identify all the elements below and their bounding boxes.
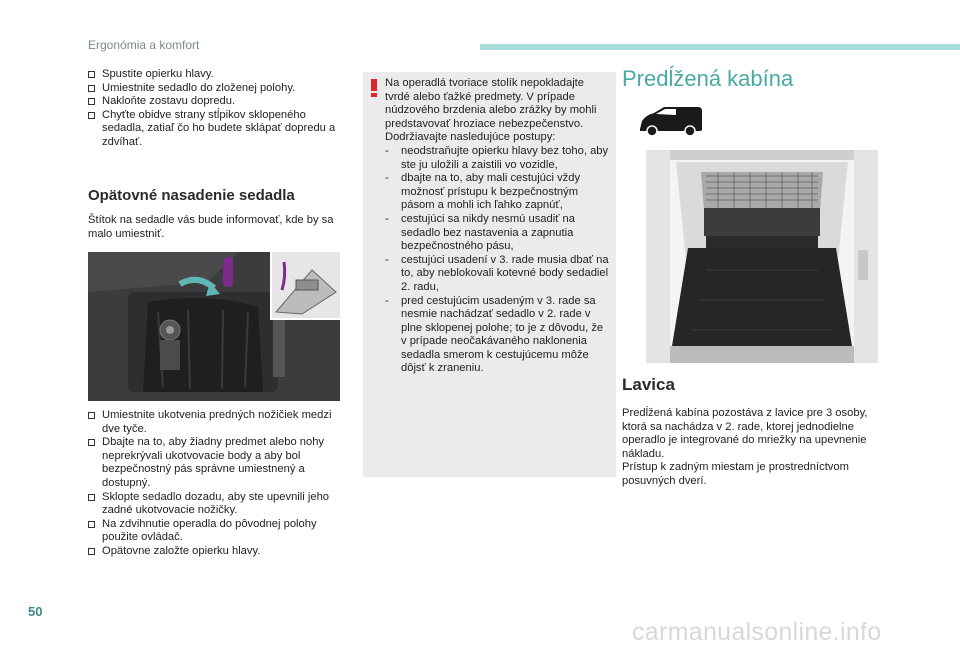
running-header: Ergonómia a komfort <box>88 38 200 52</box>
header-accent-bar <box>480 44 960 50</box>
warning-item: - neodstraňujte opierku hlavy bez toho, aby ste ju uložili a zaistili vo vozidle, <box>385 144 609 171</box>
cargo-area-photo <box>646 150 878 363</box>
warning-item: - cestujúci sa nikdy nesmú usadiť na sedadlo bez nastavenia a zapnutia bezpečnostného pásu, <box>385 212 575 253</box>
checkbox-bullet-icon <box>88 494 95 501</box>
section-title: Opätovné nasadenie sedadla <box>88 187 295 204</box>
subsection-title: Lavica <box>622 375 675 394</box>
page-number: 50 <box>28 604 43 619</box>
checkbox-bullet-icon <box>88 71 95 78</box>
step-item: Nakloňte zostavu dopredu. <box>88 95 338 109</box>
seat-anchor-photo <box>88 252 340 401</box>
warning-item: - dbajte na to, aby mali cestujúci vždy možnosť prístupu k bezpečnostným pásom a mohli ich ľahko zapnúť, <box>385 172 581 212</box>
checkbox-bullet-icon <box>88 521 95 528</box>
checkbox-bullet-icon <box>88 85 95 92</box>
step-item: Umiestnite ukotvenia predných nožičiek medzi dve tyče. <box>88 409 340 436</box>
checkbox-bullet-icon <box>88 412 95 419</box>
dash-bullet: - <box>385 212 389 225</box>
warning-item: - cestujúci usadení v 3. rade musia dbať na to, aby neblokovali kotevné body sedadiel 2. radu, <box>385 253 609 293</box>
checkbox-bullet-icon <box>88 439 95 446</box>
anchor-detail-illustration <box>272 252 340 318</box>
warning-intro: Na operadlá tvoriace stolík nepokladajte tvrdé alebo ťažké predmety. V prípade núdzového brzdenia alebo zrážky by mohli predstavovať hroziace nebezpečenstvo. <box>385 77 597 130</box>
warning-procedure-label: Dodržiavajte nasledujúce postupy: <box>385 131 556 144</box>
step-item: Opätovne založte opierku hlavy. <box>88 545 340 559</box>
cargo-area-illustration <box>646 150 878 363</box>
van-silhouette-icon <box>638 105 704 137</box>
body-paragraph: Predĺžená kabína pozostáva z lavice pre 3 osoby, ktorá sa nachádza v 2. rade, ktorej jednodielne operadlo je integrované do mriežky na upevnenie nákladu. <box>622 407 868 460</box>
body-paragraph: Prístup k zadným miestam je prostredníctvom posuvných dverí. <box>622 461 849 487</box>
step-item: Na zdvihnutie operadla do pôvodnej polohy použite ovládač. <box>88 518 340 545</box>
checkbox-bullet-icon <box>88 548 95 555</box>
bench-description <box>622 407 882 489</box>
detail-inset <box>270 252 340 320</box>
exclamation-warning-icon <box>370 79 378 97</box>
warning-item: - pred cestujúcim usadeným v 3. rade sa nesmie nachádzať sedadlo v 2. rade v plne sklopenej polohe; to je z dôvodu, že v prípade neočakávaného naklonenia sedadla smerom k cestujúcemu môže dôjsť k zraneniu. <box>385 294 604 375</box>
dash-bullet: - <box>385 172 389 185</box>
removal-steps <box>88 68 338 150</box>
section-intro: Štítok na sedadle vás bude informovať, kde by sa malo umiestniť. <box>88 214 334 240</box>
watermark: carmanualsonline.info <box>632 618 882 646</box>
step-item: Spustite opierku hlavy. <box>88 68 338 82</box>
step-item: Sklopte sedadlo dozadu, aby ste upevnili jeho zadné ukotvovacie nožičky. <box>88 491 340 518</box>
step-item: Chyťte obidve strany stĺpikov sklopeného sedadla, zatiaľ čo ho budete sklápať dopredu a zdvíhať. <box>88 109 338 150</box>
checkbox-bullet-icon <box>88 112 95 119</box>
refit-steps <box>88 409 340 559</box>
dash-bullet: - <box>385 294 389 307</box>
dash-bullet: - <box>385 144 389 157</box>
dash-bullet: - <box>385 253 389 266</box>
step-item: Umiestnite sedadlo do zloženej polohy. <box>88 82 338 96</box>
warning-text <box>385 77 611 376</box>
chapter-title: Predĺžená kabína <box>622 66 794 91</box>
checkbox-bullet-icon <box>88 98 95 105</box>
step-item: Dbajte na to, aby žiadny predmet alebo nohy neprekrývali ukotvovacie body a aby bol bezpečnostný pás správne umiestnený a dostupný. <box>88 436 340 490</box>
